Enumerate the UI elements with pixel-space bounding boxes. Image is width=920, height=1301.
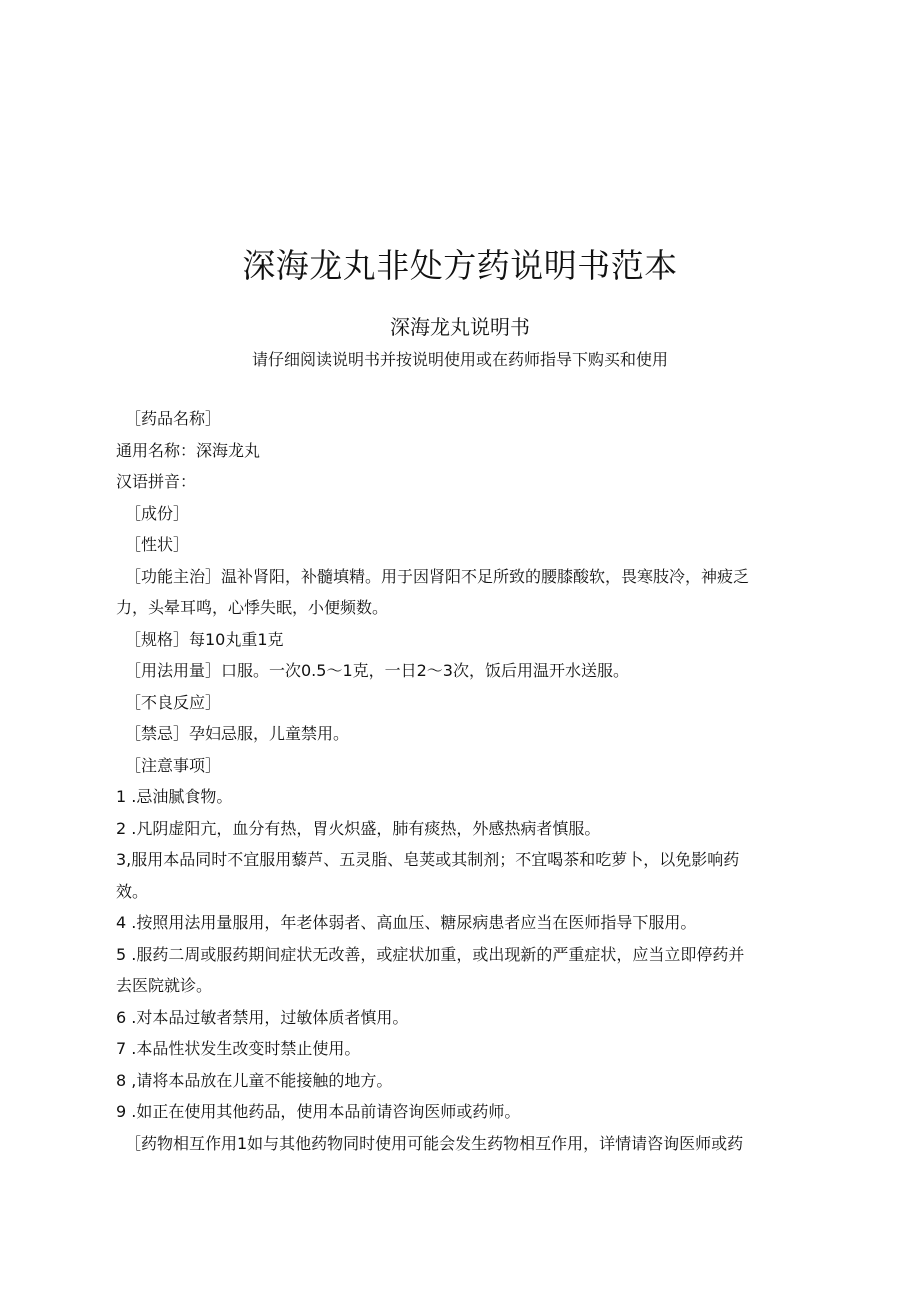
precaution-item-3: 3,服用本品同时不宜服用藜芦、五灵脂、皂荚或其制剂；不宜喝茶和吃萝卜，以免影响药 — [116, 850, 740, 869]
section-drug-interactions: ［药物相互作用1如与其他药物同时使用可能会发生药物相互作用，详情请咨询医师或药 — [125, 1133, 744, 1153]
precaution-item-5-continued: 去医院就诊。 — [116, 976, 213, 995]
precaution-item-9: 9 .如正在使用其他药品，使用本品前请咨询医师或药师。 — [116, 1102, 521, 1121]
generic-name: 通用名称：深海龙丸 — [116, 440, 261, 460]
precaution-item-6: 6 .对本品过敏者禁用，过敏体质者慎用。 — [116, 1007, 409, 1027]
precaution-item-8: 8 ,请将本品放在儿童不能接触的地方。 — [116, 1070, 393, 1090]
precaution-item-4: 4 .按照用法用量服用，年老体弱者、高血压、糖尿病患者应当在医师指导下服用。 — [116, 913, 697, 932]
section-indications: ［功能主治］温补肾阳，补髓填精。用于因肾阳不足所致的腰膝酸软，畏寒肢冷，神疲乏 — [125, 566, 750, 586]
section-specification: ［规格］每10丸重1克 — [125, 629, 284, 649]
section-properties: ［性状］ — [125, 535, 190, 554]
document-title: 深海龙丸非处方药说明书范本 — [242, 246, 678, 285]
precaution-item-5: 5 .服药二周或服药期间症状无改善，或症状加重，或出现新的严重症状，应当立即停药并 — [116, 944, 745, 964]
precaution-item-7: 7 .本品性状发生改变时禁止使用。 — [116, 1039, 361, 1058]
section-indications-continued: 力，头晕耳鸣，心悸失眠，小便频数。 — [116, 598, 389, 617]
precaution-item-2: 2 .凡阴虚阳亢，血分有热，胃火炽盛，肺有痰热，外感热病者慎服。 — [116, 818, 601, 838]
precaution-item-3-continued: 效。 — [116, 881, 149, 901]
document-body — [116, 403, 796, 1159]
document-subtitle: 深海龙丸说明书 — [390, 315, 530, 339]
pinyin-name: 汉语拼音： — [116, 472, 197, 491]
usage-advice: 请仔细阅读说明书并按说明使用或在药师指导下购买和使用 — [251, 350, 668, 369]
section-dosage: ［用法用量］口服。一次0.5～1克，一日2～3次，饭后用温开水送服。 — [125, 661, 629, 680]
section-adverse-reactions: ［不良反应］ — [125, 692, 222, 712]
section-precautions: ［注意事项］ — [125, 755, 222, 775]
section-ingredients: ［成份］ — [125, 503, 190, 523]
section-contraindications: ［禁忌］孕妇忌服，儿童禁用。 — [125, 724, 350, 743]
precaution-item-1: 1 .忌油腻食物。 — [116, 787, 233, 806]
section-drug-name: ［药品名称］ — [125, 409, 222, 428]
